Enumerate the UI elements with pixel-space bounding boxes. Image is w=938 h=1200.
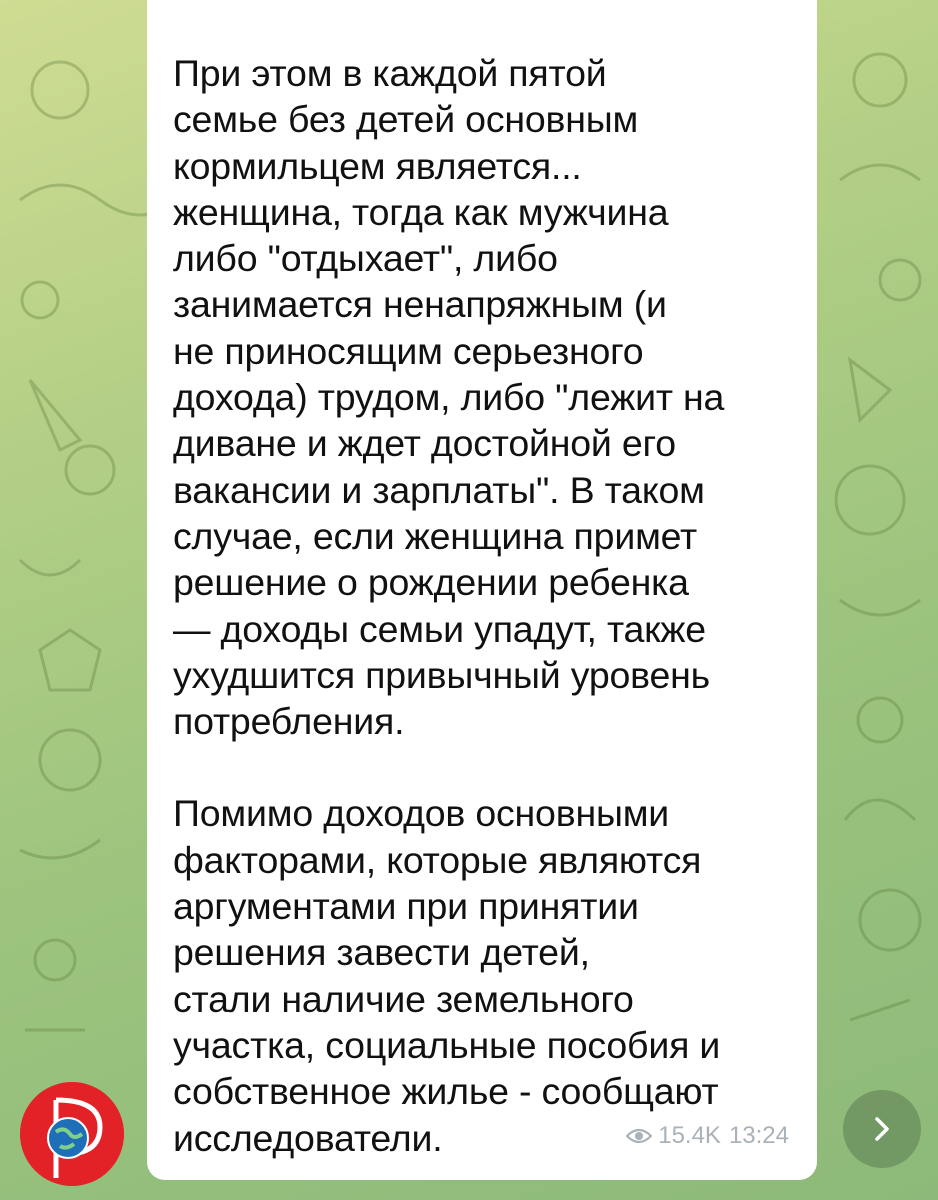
- message-bubble[interactable]: [147, 0, 817, 1180]
- share-button[interactable]: [843, 1090, 921, 1168]
- views-count: 15.4K: [658, 1122, 721, 1149]
- chevron-right-icon: [867, 1114, 897, 1144]
- message-paragraph-2: Помимо доходов основными факторами, которые являются аргументами при принятии решения завести детей, стали наличие земельного участка, социальные пособия и собственное жилье - сообщают исследователи.: [173, 792, 721, 1159]
- globe-logo-icon: [20, 1082, 124, 1186]
- message-meta: [626, 1122, 789, 1150]
- views-counter: [626, 1122, 721, 1150]
- message-time: 13:24: [728, 1122, 789, 1149]
- message-paragraph-1: При этом в каждой пятой семье без детей основным кормильцем является... женщина, тогда как мужчина либо "отдыхает", либо занимается ненапряжным (и не приносящим серьезного дохода) трудом, либо "лежит на диване и ждет достойной его вакансии и зарплаты". В таком случае, если женщина примет решение о рождении ребенка — доходы семьи упадут, также ухудшится привычный уровень потребления.: [173, 52, 725, 743]
- channel-avatar[interactable]: [20, 1082, 124, 1186]
- eye-icon: [626, 1127, 652, 1145]
